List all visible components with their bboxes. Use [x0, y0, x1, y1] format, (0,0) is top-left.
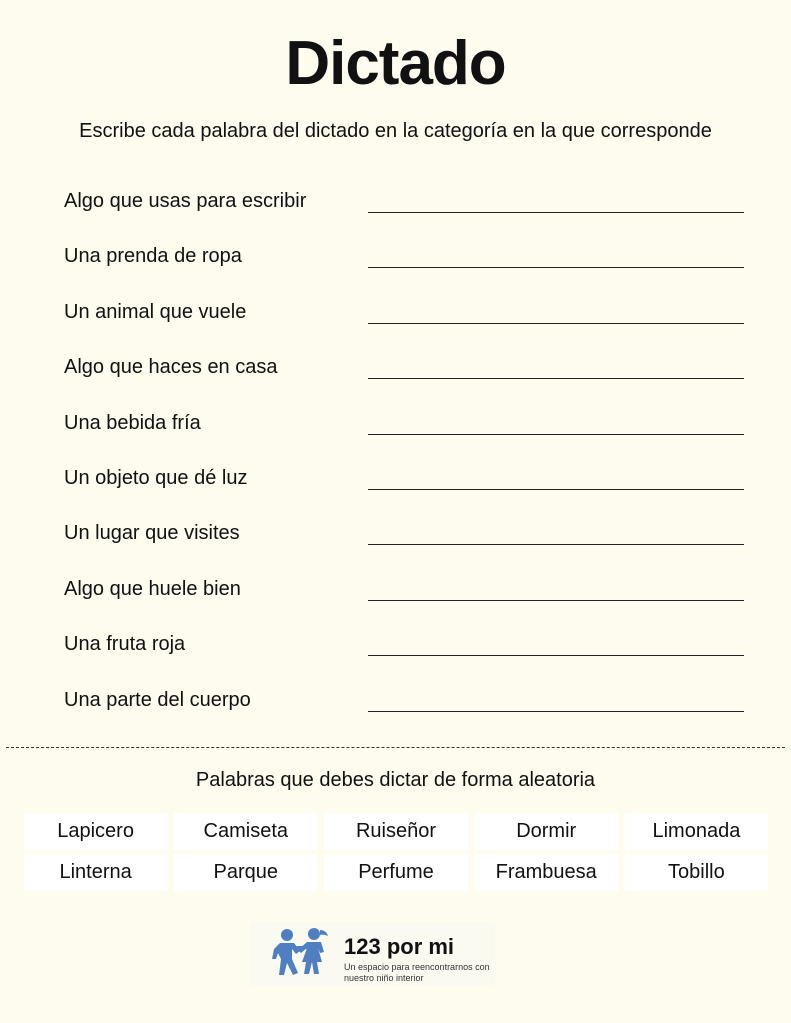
category-label: Un objeto que dé luz: [64, 466, 248, 489]
category-row: [64, 402, 744, 457]
children-playing-icon: [272, 926, 332, 982]
category-row: [64, 623, 744, 678]
answer-line[interactable]: [368, 489, 744, 490]
word-cell: Limonada: [625, 813, 768, 850]
answer-line[interactable]: [368, 323, 744, 324]
category-label: Un lugar que visites: [64, 522, 240, 545]
category-row: [64, 568, 744, 623]
page-title: Dictado: [285, 29, 506, 98]
brand-logo: [250, 922, 495, 986]
logo-name: 123 por mi: [344, 934, 455, 959]
category-label: Una prenda de ropa: [64, 245, 242, 268]
answer-line[interactable]: [368, 711, 744, 712]
answer-line[interactable]: [368, 655, 744, 656]
word-cell: Parque: [174, 854, 317, 891]
category-label: Algo que usas para escribir: [64, 190, 307, 212]
word-cell: Ruiseñor: [324, 813, 467, 850]
category-row: [64, 679, 744, 734]
category-label: Algo que haces en casa: [64, 356, 278, 379]
category-row: [64, 512, 744, 567]
words-heading: Palabras que debes dictar de forma aleatoria: [195, 769, 596, 791]
word-cell: Tobillo: [625, 854, 768, 891]
category-label: Una bebida fría: [64, 411, 201, 434]
answer-line[interactable]: [368, 212, 744, 213]
category-row: [64, 346, 744, 401]
category-label: Una parte del cuerpo: [64, 688, 251, 711]
category-row: [64, 457, 744, 512]
answer-line[interactable]: [368, 600, 744, 601]
category-label: Un animal que vuele: [64, 300, 247, 323]
category-list: [64, 180, 744, 734]
word-cell: Linterna: [24, 854, 167, 891]
answer-line[interactable]: [368, 544, 744, 545]
answer-line[interactable]: [368, 434, 744, 435]
word-cell: Camiseta: [174, 813, 317, 850]
category-row: [64, 235, 744, 290]
category-label: Algo que huele bien: [64, 577, 241, 600]
category-row: [64, 180, 744, 235]
word-cell: Lapicero: [24, 813, 167, 850]
word-grid: [24, 813, 768, 891]
word-cell: Frambuesa: [475, 854, 618, 891]
category-row: [64, 291, 744, 346]
word-cell: Perfume: [324, 854, 467, 891]
answer-line[interactable]: [368, 267, 744, 268]
answer-line[interactable]: [368, 378, 744, 379]
dashed-divider: [6, 747, 785, 748]
logo-tagline: Un espacio para reencontrarnos con nuestro niño interior: [344, 962, 490, 983]
word-cell: Dormir: [475, 813, 618, 850]
category-label: Una fruta roja: [64, 633, 186, 656]
instructions: Escribe cada palabra del dictado en la categoría en la que corresponde: [79, 120, 712, 142]
